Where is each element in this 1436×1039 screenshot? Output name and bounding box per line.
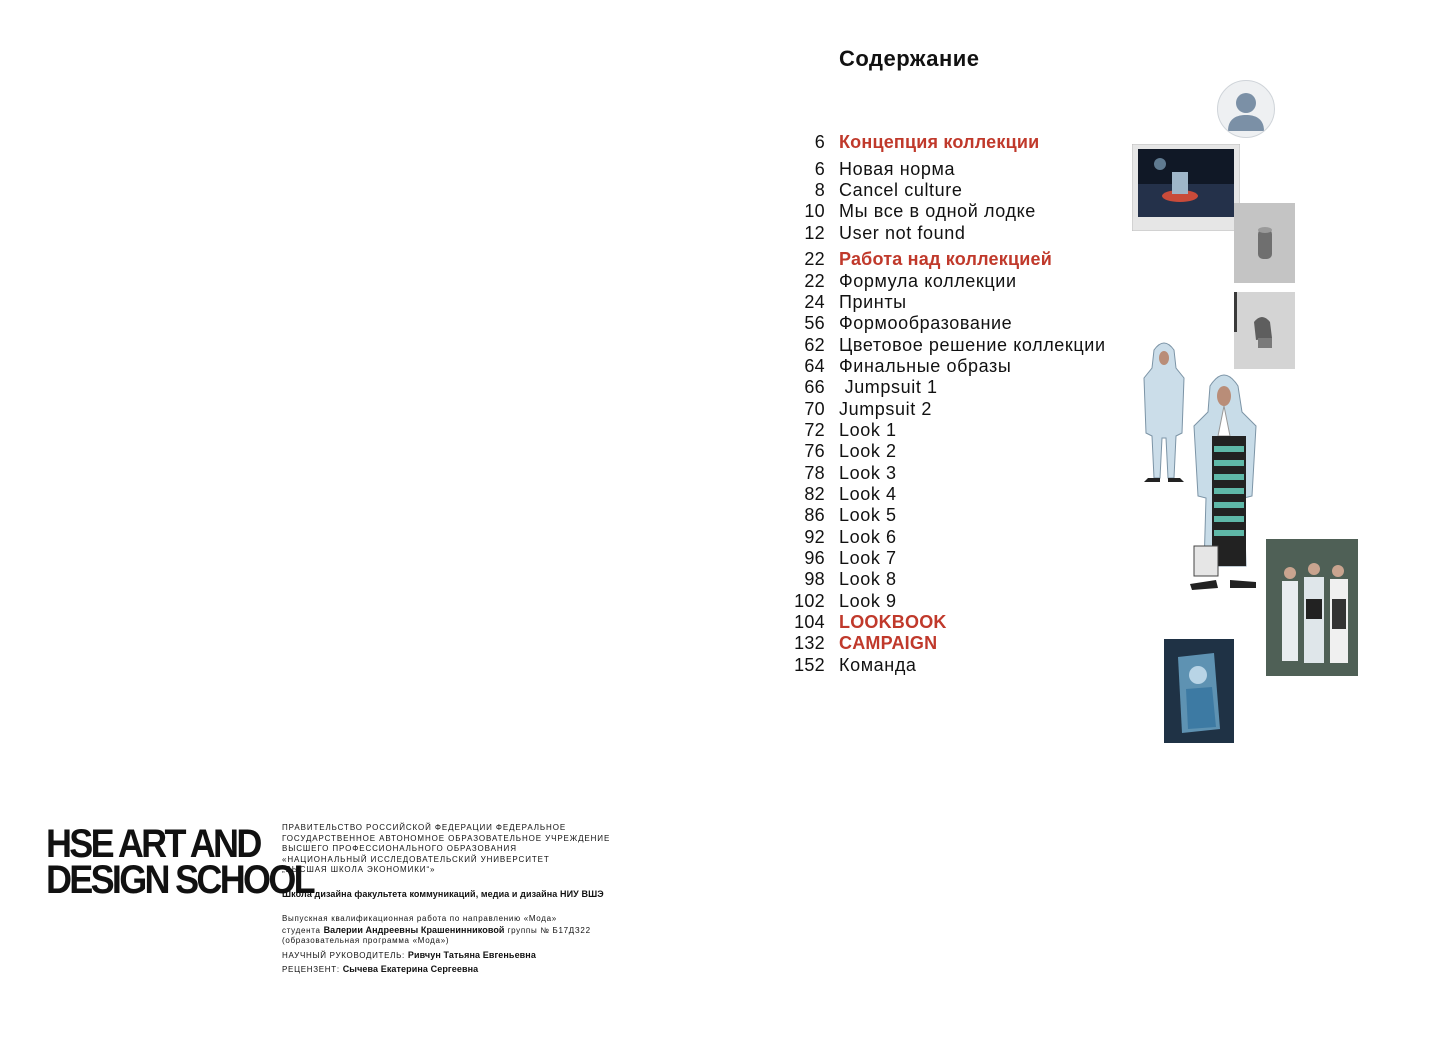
toc-page-number: 66 bbox=[804, 377, 825, 397]
toc-label: Look 3 bbox=[839, 463, 897, 483]
toc-page-number: 152 bbox=[794, 655, 825, 675]
student-line: студента Валерии Андреевны Крашенинниковой группы № Б17ДЗ22 bbox=[282, 924, 591, 935]
toc-page-number: 6 bbox=[814, 159, 825, 179]
toc-entry[interactable] bbox=[780, 271, 1017, 293]
toc-entry[interactable] bbox=[780, 292, 907, 314]
toc-entry[interactable] bbox=[780, 591, 897, 613]
toc-entry[interactable] bbox=[780, 180, 962, 202]
toc-label: Принты bbox=[839, 292, 907, 312]
student-name: Валерии Андреевны Крашенинниковой bbox=[323, 924, 505, 935]
toc-label: Look 5 bbox=[839, 505, 897, 525]
toc-section[interactable] bbox=[780, 633, 937, 655]
toc-page-number: 78 bbox=[804, 463, 825, 483]
reviewer-name: Сычева Екатерина Сергеевна bbox=[342, 964, 479, 974]
toc-label: Look 2 bbox=[839, 441, 897, 461]
toc-entry[interactable] bbox=[780, 463, 897, 485]
toc-title: Содержание bbox=[839, 46, 980, 71]
toc-entry[interactable] bbox=[780, 399, 932, 421]
toc-page-number: 96 bbox=[804, 548, 825, 568]
toc-label: Формула коллекции bbox=[839, 271, 1017, 291]
school-name: Школа дизайна факультета коммуникаций, медиа и дизайна НИУ ВШЭ bbox=[282, 888, 604, 899]
toc-label: Look 6 bbox=[839, 527, 897, 547]
toc-page-number: 6 bbox=[814, 132, 825, 152]
toc-label: Цветовое решение коллекции bbox=[839, 335, 1106, 355]
toc-label: LOOKBOOK bbox=[839, 612, 947, 632]
toc-label: Jumpsuit 2 bbox=[839, 399, 933, 419]
toc-page-number: 12 bbox=[804, 223, 825, 243]
toc-page-number: 132 bbox=[794, 633, 825, 653]
stone-object-photo-2 bbox=[1234, 292, 1295, 369]
toc-label: Новая норма bbox=[839, 159, 956, 179]
toc-section[interactable] bbox=[780, 612, 947, 634]
toc-label: Финальные образы bbox=[839, 356, 1012, 376]
government-header-line: ГОСУДАРСТВЕННОЕ АВТОНОМНОЕ ОБРАЗОВАТЕЛЬНОЕ УЧРЕЖДЕНИЕ bbox=[282, 833, 611, 843]
government-header-line: «НАЦИОНАЛЬНЫЙ ИССЛЕДОВАТЕЛЬСКИЙ УНИВЕРСИТЕТ bbox=[282, 854, 550, 864]
toc-entry[interactable] bbox=[780, 313, 1012, 335]
toc-entry[interactable] bbox=[780, 223, 965, 245]
toc-entry[interactable] bbox=[780, 655, 917, 677]
toc-entry[interactable] bbox=[780, 420, 897, 442]
toc-page-number: 64 bbox=[804, 356, 825, 376]
toc-label: Команда bbox=[839, 655, 917, 675]
toc-entry[interactable] bbox=[780, 356, 1011, 378]
toc-entry[interactable] bbox=[780, 335, 1106, 357]
toc-page-number: 70 bbox=[804, 399, 825, 419]
program-line: (образовательная программа «Мода») bbox=[282, 936, 450, 945]
monitor-photo bbox=[1132, 144, 1240, 231]
toc-entry[interactable] bbox=[780, 569, 897, 591]
group-photo bbox=[1266, 539, 1358, 676]
toc-label: Look 9 bbox=[839, 591, 897, 611]
supervisor-name: Ривчун Татьяна Евгеньевна bbox=[407, 949, 536, 960]
toc-label: Look 4 bbox=[839, 484, 897, 504]
blue-figure-photo bbox=[1164, 639, 1234, 743]
thesis-direction: Выпускная квалификационная работа по направлению «Мода» bbox=[282, 914, 557, 923]
toc-label: Работа над коллекцией bbox=[839, 249, 1052, 269]
toc-page-number: 62 bbox=[804, 335, 825, 355]
toc-label: Мы все в одной лодке bbox=[839, 201, 1036, 221]
toc-label: Концепция коллекции bbox=[839, 132, 1040, 152]
toc-label: Look 8 bbox=[839, 569, 897, 589]
toc-label: Формообразование bbox=[839, 313, 1013, 333]
toc-page-number: 72 bbox=[804, 420, 825, 440]
toc-entry[interactable] bbox=[780, 441, 897, 463]
toc-page-number: 76 bbox=[804, 441, 825, 461]
toc-page-number: 22 bbox=[804, 249, 825, 269]
toc-label: CAMPAIGN bbox=[839, 633, 938, 653]
toc-page-number: 8 bbox=[814, 180, 825, 200]
toc-label: Look 1 bbox=[839, 420, 897, 440]
thesis-info-block bbox=[282, 823, 722, 976]
toc-page-number: 86 bbox=[804, 505, 825, 525]
user-silhouette-icon bbox=[1218, 81, 1274, 137]
toc-label: User not found bbox=[839, 223, 966, 243]
toc-page-number: 104 bbox=[794, 612, 825, 632]
toc-entry[interactable] bbox=[780, 484, 897, 506]
logo-line-1: HSE ART AND bbox=[46, 822, 260, 866]
toc-entry[interactable] bbox=[780, 505, 897, 527]
toc-page-number: 102 bbox=[794, 591, 825, 611]
toc-entry[interactable] bbox=[780, 527, 897, 549]
figure-look-illustration bbox=[1186, 366, 1264, 594]
toc-section[interactable] bbox=[780, 132, 1039, 154]
logo-line-2: DESIGN SCHOOL bbox=[46, 858, 313, 902]
toc-label: Cancel culture bbox=[839, 180, 963, 200]
government-header-line: ПРАВИТЕЛЬСТВО РОССИЙСКОЙ ФЕДЕРАЦИИ ФЕДЕРАЛЬНОЕ bbox=[282, 823, 567, 832]
toc-page-number: 22 bbox=[804, 271, 825, 291]
toc-page-number: 82 bbox=[804, 484, 825, 504]
toc-entry[interactable] bbox=[780, 377, 938, 399]
toc-entry[interactable] bbox=[780, 548, 897, 570]
government-header bbox=[282, 823, 722, 876]
figure-jumpsuit-illustration bbox=[1140, 338, 1188, 486]
table-of-contents bbox=[780, 0, 1140, 700]
reviewer-line: РЕЦЕНЗЕНТ: Сычева Екатерина Сергеевна bbox=[282, 964, 479, 974]
government-header-line: „ВЫСШАЯ ШКОЛА ЭКОНОМИКИ“» bbox=[282, 865, 436, 874]
toc-section[interactable] bbox=[780, 249, 1052, 271]
user-avatar-icon[interactable] bbox=[1217, 80, 1275, 138]
toc-entry[interactable] bbox=[780, 201, 1036, 223]
toc-page-number: 56 bbox=[804, 313, 825, 333]
toc-page-number: 10 bbox=[804, 201, 825, 221]
toc-page-number: 98 bbox=[804, 569, 825, 589]
government-header-line: ВЫСШЕГО ПРОФЕССИОНАЛЬНОГО ОБРАЗОВАНИЯ bbox=[282, 844, 517, 853]
stone-object-photo-1 bbox=[1234, 203, 1295, 283]
supervisor-line: НАУЧНЫЙ РУКОВОДИТЕЛЬ: Ривчун Татьяна Евгеньевна bbox=[282, 949, 536, 960]
toc-page-number: 24 bbox=[804, 292, 825, 312]
toc-label: Jumpsuit 1 bbox=[839, 377, 938, 397]
hse-art-design-school-logo bbox=[46, 822, 313, 902]
toc-page-number: 92 bbox=[804, 527, 825, 547]
toc-entry[interactable] bbox=[780, 159, 955, 181]
toc-label: Look 7 bbox=[839, 548, 897, 568]
